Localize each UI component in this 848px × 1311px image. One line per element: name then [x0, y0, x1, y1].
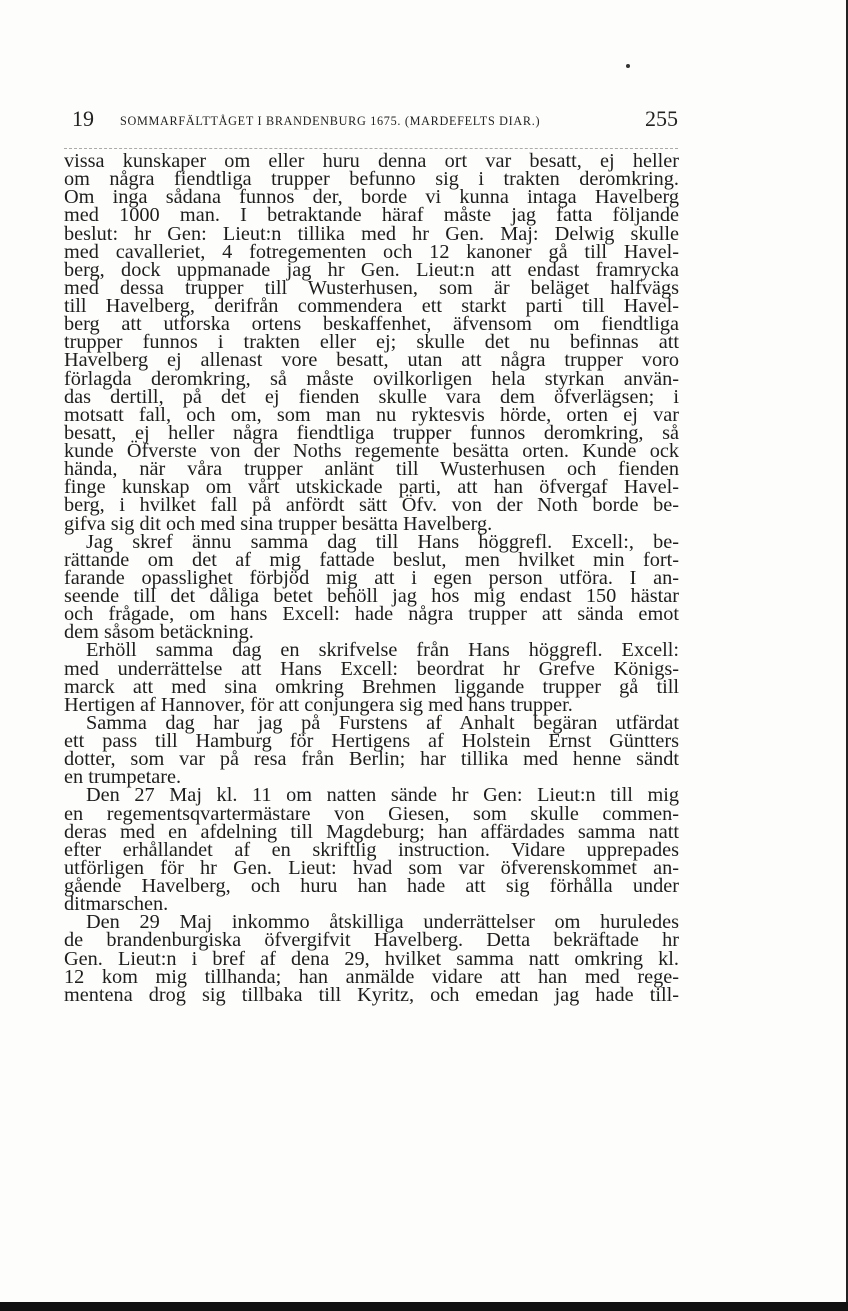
text-line: seende till det dåliga betet behöll jag hos mig endast 150 hästar — [64, 585, 679, 607]
text-line: Den 29 Maj inkommo åtskilliga underrättelser om huruledes — [86, 911, 679, 934]
text-line: en trumpetare. — [64, 766, 182, 789]
text-line: ditmarschen. — [64, 893, 169, 916]
text-line: Den 27 Maj kl. 11 om natten sände hr Gen: Lieut:n till mig — [86, 784, 679, 807]
text-line: marck att med sina omkring Brehmen liggande trupper gå till — [64, 675, 679, 698]
text-line: berg, i hvilket fall på anfördt sätt Öfv. von der Noth borde be- — [64, 494, 679, 517]
text-line: besatt, ej heller några fiendtliga trupper funnos deromkring, så — [64, 421, 679, 444]
text-line: kunde Öfverste von der Noths regemente besätta orten. Kunde ock — [64, 440, 679, 462]
text-line: Erhöll samma dag en skrifvelse från Hans höggrefl. Excell: — [86, 639, 679, 662]
text-line: gående Havelberg, och huru han hade att sig förhålla under — [64, 875, 679, 897]
text-line: Gen. Lieut:n i bref af dena 29, hvilket samma natt omkring kl. — [64, 947, 679, 970]
text-line: finge kunskap om vårt utskickade parti, att han öfvergaf Havel- — [64, 476, 679, 499]
running-header — [72, 106, 678, 134]
paragraph — [64, 913, 679, 1004]
chapter-number: 19 — [72, 106, 94, 131]
text-line: rättande om det af mig fattade beslut, men hvilket min fort- — [64, 548, 679, 571]
scan-speck — [626, 64, 630, 68]
text-line: trupper funnos i trakten eller ej; skulle det nu befinnas att — [64, 331, 679, 354]
text-line: farande opasslighet förbjöd mig att i egen person utföra. I an- — [64, 566, 679, 589]
text-line: hända, när våra trupper anlänt till Wusterhusen och fienden — [64, 458, 679, 481]
text-line: motsatt fall, och om, som man nu ryktesvis hörde, orten ej var — [64, 403, 679, 426]
paragraph — [64, 530, 679, 644]
paragraph — [64, 152, 679, 533]
text-line: das dertill, på det ej fienden skulle vara dem öfverlägsen; i — [64, 385, 679, 408]
text-line: gifva sig dit och med sina trupper besätta Havelberg. — [64, 512, 493, 535]
text-line: dotter, som var på resa från Berlin; har tillika med henne sändt — [64, 748, 679, 771]
paragraph — [64, 641, 679, 714]
text-line: utförligen för hr Gen. Lieut: hvad som var öfverenskommet an- — [64, 856, 679, 879]
text-line: vissa kunskaper om eller huru denna ort var besatt, ej heller — [64, 150, 679, 172]
text-line: Hertigen af Hannover, för att conjungera sig med hans trupper. — [64, 693, 573, 716]
text-line: ett pass till Hamburg för Hertigens af Holstein Ernst Güntters — [64, 730, 679, 752]
text-line: med 1000 man. I betraktande häraf måste jag fatta följande — [64, 204, 679, 227]
text-line: Jag skref ännu samma dag till Hans höggrefl. Excell:, be- — [86, 530, 679, 553]
text-line: till Havelberg, derifrån commendera ett starkt parti till Havel- — [64, 295, 679, 317]
text-line: efter erhållandet af en skriftlig instruction. Vidare upprepades — [64, 838, 679, 861]
text-line: dem såsom betäckning. — [64, 621, 254, 644]
text-line: och frågade, om hans Excell: hade några trupper att sända emot — [64, 603, 679, 626]
text-line: med dessa trupper till Wusterhusen, som är beläget halfvägs — [64, 276, 679, 299]
text-line: Samma dag har jag på Furstens af Anhalt begäran utfärdat — [86, 711, 679, 734]
page-number: 255 — [645, 106, 678, 131]
text-line: 12 kom mig tillhanda; han anmälde vidare att han med rege- — [64, 965, 679, 988]
text-line: berg att utforska ortens beskaffenhet, äfvensom om fiendtliga — [64, 313, 679, 336]
text-line: mentena drog sig tillbaka till Kyritz, och emedan jag hade till- — [64, 983, 679, 1006]
paragraph — [64, 711, 679, 789]
header-rule — [64, 148, 678, 149]
paragraph — [64, 784, 679, 916]
text-line: de brandenburgiska öfvergifvit Havelberg. Detta bekräftade hr — [64, 929, 679, 952]
text-line: beslut: hr Gen: Lieut:n tillika med hr Gen. Maj: Delwig skulle — [64, 222, 679, 245]
text-line: om några fiendtliga trupper befunno sig i trakten deromkring. — [64, 168, 679, 191]
text-line: berg, dock uppmanade jag hr Gen. Lieut:n att endast framrycka — [64, 258, 679, 281]
text-line: en regementsqvartermästare von Giesen, som skulle commen- — [64, 802, 679, 825]
text-line: deras med en afdelning till Magdeburg; han affärdades samma natt — [64, 820, 679, 843]
text-line: med underrättelse att Hans Excell: beordrat hr Grefve Königs- — [64, 657, 679, 680]
text-line: Om inga sådana funnos der, borde vi kunna intaga Havelberg — [64, 186, 679, 209]
running-title: SOMMARFÄLTTÅGET I BRANDENBURG 1675. (MARDEFELTS DIAR.) — [120, 114, 541, 128]
text-line: förlagda deromkring, så måste ovilkorligen hela styrkan använ- — [64, 367, 679, 390]
text-line: med cavalleriet, 4 fotregementen och 12 kanoner gå till Havel- — [64, 240, 679, 263]
scan-edge-bottom — [0, 1302, 848, 1311]
text-line: Havelberg ej allenast vore besatt, utan att några trupper voro — [64, 349, 679, 372]
body-text — [64, 152, 679, 1004]
